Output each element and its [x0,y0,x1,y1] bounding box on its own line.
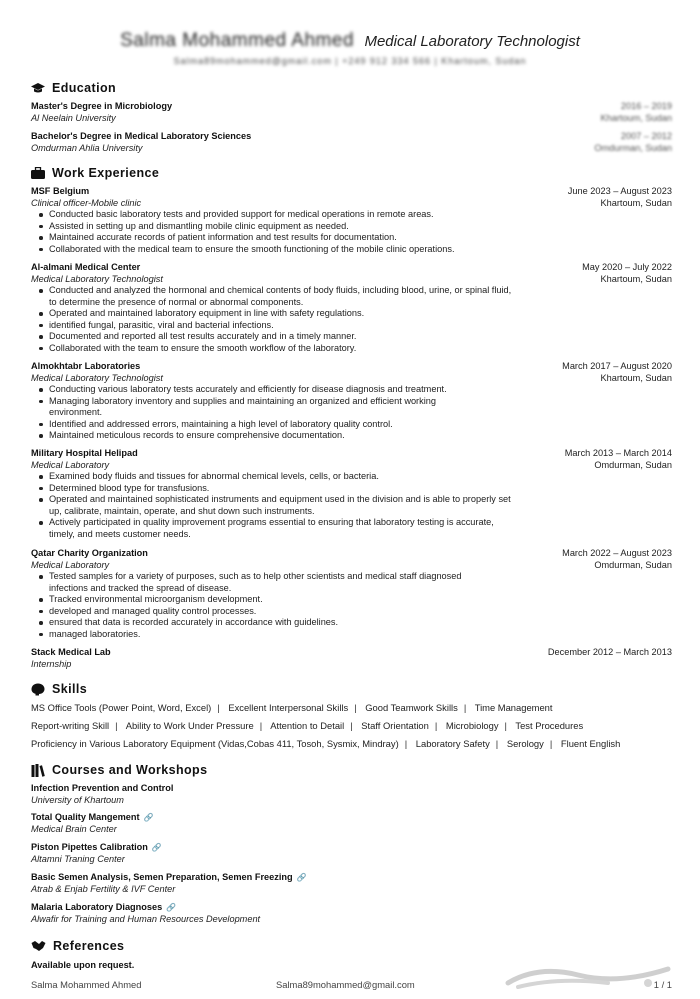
course-provider: Atrab & Enjab Fertility & IVF Center [31,883,176,894]
references-section [31,939,671,953]
skill-item: Test Procedures [515,720,584,731]
work-location: Khartoum, Sudan [600,197,672,208]
degree: Master's Degree in Microbiology [31,101,173,111]
list-item: developed and managed quality control processes. [49,606,499,618]
candidate-name: Salma Mohammed Ahmed [120,30,355,51]
work-heading: Work Experience [52,166,160,180]
job-title: Medical Laboratory Technologist [364,33,580,50]
employer: Stack Medical Lab [31,647,111,657]
list-item: Managing laboratory inventory and supplies and maintaining an organized and efficient working environment. [49,396,489,419]
duties-list [31,571,499,640]
list-item: Tested samples for a variety of purposes, such as to help other scientists and medical staff diagnosed infections and tracked the spread of disease. [49,571,499,594]
position: Medical Laboratory [31,459,110,470]
list-item: managed laboratories. [49,629,499,641]
list-item: Examined body fluids and tissues for abnormal chemical levels, cells, or bacteria. [49,471,519,483]
list-item: ensured that data is recorded accurately in accordance with guidelines. [49,617,499,629]
work-entry [31,186,672,255]
work-section [31,166,671,180]
degree: Bachelor's Degree in Medical Laboratory Sciences [31,131,252,141]
education-location: Khartoum, Sudan [600,112,672,123]
work-date: June 2023 – August 2023 [567,186,672,196]
work-date: May 2020 – July 2022 [582,262,672,272]
work-entry [31,647,672,670]
books-icon [31,764,45,777]
school: Al Neelain University [31,112,116,123]
list-item: Identified and addressed errors, maintaining a high level of laboratory quality control. [49,419,489,431]
footer-name: Salma Mohammed Ahmed [31,979,142,990]
course-name: Total Quality Mangement [31,812,140,822]
link-icon[interactable]: 🔗 [143,813,154,822]
link-icon[interactable]: 🔗 [166,903,177,912]
list-item: Actively participated in quality improvement programs essential to ensuring that laboratory testing is accurate, timely, and meets customer needs. [49,517,519,540]
skill-item: Attention to Detail [270,720,345,731]
list-item: Assisted in setting up and dismantling mobile clinic equipment as needed. [49,221,672,233]
course-name: Piston Pipettes Calibration [31,842,148,852]
link-icon[interactable]: 🔗 [151,843,162,852]
list-item: Collaborated with the medical team to ensure the smooth functioning of the mobile clinic operations. [49,244,672,256]
skill-item: Staff Orientation [361,720,429,731]
work-date: December 2012 – March 2013 [547,647,672,657]
list-item: Tracked environmental microorganism development. [49,594,499,606]
work-entry [31,548,672,640]
list-item: Conducted and analyzed the hormonal and chemical contents of body fluids, including blood, urine, or spinal fluid, to determine the presence of normal or abnormal components. [49,285,519,308]
education-entry [31,131,672,154]
position: Medical Laboratory [31,559,110,570]
skill-item: Serology [506,738,544,749]
education-date: 2007 – 2012 [620,131,672,141]
contact-line: Salma89mohammed@gmail.com | +249 912 334 566 | Khartoum, Sudan [173,56,527,66]
position: Internship [31,658,72,669]
work-date: March 2017 – August 2020 [562,361,672,371]
work-location: Khartoum, Sudan [600,273,672,284]
references-text [31,960,134,972]
position: Medical Laboratory Technologist [31,273,163,284]
employer: Military Hospital Helipad [31,448,138,458]
references-heading: References [53,939,125,953]
skills-list [31,699,671,753]
list-item: Operated and maintained sophisticated instruments and equipment used in the division and is able to properly set up, calibrate, maintain, operate, and shut down such instruments. [49,494,519,517]
course-name: Infection Prevention and Control [31,783,174,793]
list-item: Maintained meticulous records to ensure comprehensive documentation. [49,430,489,442]
skills-row: MS Office Tools (Power Point, Word, Excel) | Excellent Interpersonal Skills | Good Teamwork Skills | Time Management [31,702,553,713]
list-item: Conducting various laboratory tests accurately and efficiently for disease diagnosis and treatment. [49,384,489,396]
course-entry [31,783,173,806]
course-entry [31,872,307,895]
employer: MSF Belgium [31,186,90,196]
briefcase-icon [31,167,45,179]
work-location: Khartoum, Sudan [600,372,672,383]
course-provider: University of Khartoum [31,794,124,805]
skill-item: Proficiency in Various Laboratory Equipment (Vidas,Cobas 411, Tosoh, Sysmix, Mindray) [31,738,399,749]
references-note: Available upon request. [31,960,135,970]
skill-item: Good Teamwork Skills [365,702,458,713]
work-entry [31,361,672,442]
education-entry [31,101,672,124]
resume-header [0,30,700,52]
skill-item: Excellent Interpersonal Skills [228,702,349,713]
skill-item: Time Management [474,702,553,713]
duties-list [31,209,672,255]
skills-section [31,682,671,696]
duties-list [31,384,489,442]
employer: Qatar Charity Organization [31,548,148,558]
work-entry [31,448,672,540]
course-name: Malaria Laboratory Diagnoses [31,902,163,912]
school: Omdurman Ahlia University [31,142,143,153]
duties-list [31,471,519,540]
handshake-icon [31,940,46,952]
position: Medical Laboratory Technologist [31,372,163,383]
education-location: Omdurman, Sudan [594,142,672,153]
courses-section [31,763,671,777]
page-number: 1 / 1 [653,979,672,990]
course-name: Basic Semen Analysis, Semen Preparation, Semen Freezing [31,872,293,882]
footer-email[interactable]: Salma89mohammed@gmail.com [276,979,415,990]
skills-row: Report-writing Skill | Ability to Work Under Pressure | Attention to Detail | Staff Orientation | Microbiology | Test Procedures [31,720,584,731]
skill-item: Microbiology [445,720,499,731]
list-item: Conducted basic laboratory tests and provided support for medical operations in remote areas. [49,209,672,221]
course-entry [31,842,162,865]
work-location: Omdurman, Sudan [594,559,672,570]
skills-row: Proficiency in Various Laboratory Equipment (Vidas,Cobas 411, Tosoh, Sysmix, Mindray) | Laboratory Safety | Serology | Fluent English [31,738,621,749]
brain-icon [31,683,45,696]
course-provider: Alwafir for Training and Human Resources Development [31,913,261,924]
link-icon[interactable]: 🔗 [296,873,307,882]
skill-item: Laboratory Safety [415,738,490,749]
work-location: Omdurman, Sudan [594,459,672,470]
education-date: 2016 – 2019 [620,101,672,111]
list-item: identified fungal, parasitic, viral and bacterial infections. [49,320,519,332]
watermark-logo [498,955,678,991]
skill-item: Fluent English [560,738,621,749]
course-entry [31,812,154,835]
education-heading: Education [52,81,117,95]
list-item: Determined blood type for transfusions. [49,483,519,495]
work-entry [31,262,672,354]
course-entry [31,902,260,925]
skill-item: MS Office Tools (Power Point, Word, Excel) [31,702,212,713]
skills-heading: Skills [52,682,88,696]
work-date: March 2013 – March 2014 [564,448,672,458]
list-item: Collaborated with the team to ensure the smooth workflow of the laboratory. [49,343,519,355]
education-section [31,81,671,95]
list-item: Operated and maintained laboratory equipment in line with safety regulations. [49,308,519,320]
skill-item: Report-writing Skill [31,720,110,731]
skill-item: Ability to Work Under Pressure [125,720,254,731]
employer: Almokhtabr Laboratories [31,361,141,371]
duties-list [31,285,519,354]
work-date: March 2022 – August 2023 [562,548,672,558]
courses-heading: Courses and Workshops [52,763,208,777]
position: Clinical officer-Mobile clinic [31,197,142,208]
employer: Al-almani Medical Center [31,262,141,272]
list-item: Maintained accurate records of patient information and test results for documentation. [49,232,672,244]
course-provider: Altamni Traning Center [31,853,125,864]
graduation-cap-icon [31,82,45,94]
course-provider: Medical Brain Center [31,823,117,834]
list-item: Documented and reported all test results accurately and in a timely manner. [49,331,519,343]
